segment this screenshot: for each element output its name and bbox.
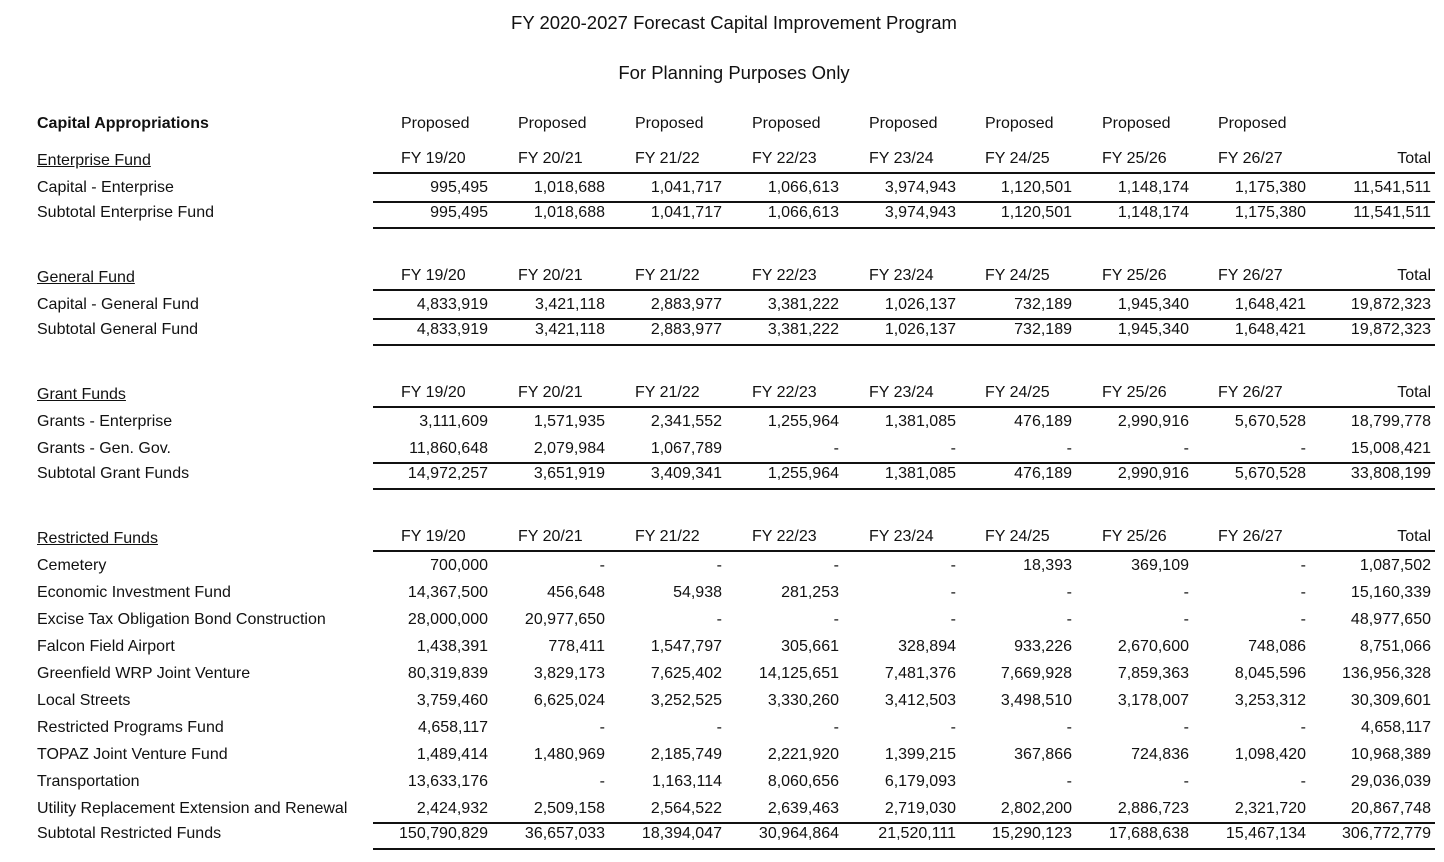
row-value: 1,163,114 [652,773,722,790]
row-value: 2,221,920 [767,746,839,763]
row-value: 2,670,600 [1117,638,1189,655]
row-value: 1,480,969 [533,746,605,763]
subtotal-value: 3,381,222 [767,321,839,338]
column-header-year: FY 20/21 [518,384,583,401]
row-value: 3,974,943 [884,179,956,196]
row-label: Capital - Enterprise [37,179,174,196]
subtotal-label: Subtotal Enterprise Fund [37,204,214,221]
proposed-column-label: Proposed [635,115,704,132]
row-value: 7,669,928 [1000,665,1072,682]
subtotal-value: 17,688,638 [1108,825,1189,842]
row-value: - [1183,584,1189,601]
row-value: 3,412,503 [884,692,956,709]
column-header-year: FY 21/22 [635,267,700,284]
row-value: - [950,584,956,601]
row-value: 3,759,460 [416,692,488,709]
column-header-year: FY 20/21 [518,528,583,545]
subtotal-bottom-rule [373,344,1435,346]
column-header-year: FY 19/20 [401,267,466,284]
subtotal-value: 2,990,916 [1117,465,1189,482]
row-value: - [1300,557,1306,574]
row-value: 305,661 [781,638,839,655]
page-subtitle: For Planning Purposes Only [618,62,850,83]
row-value: - [1066,440,1072,457]
row-value: - [1300,440,1306,457]
row-value: 1,026,137 [884,296,956,313]
row-value: 28,000,000 [407,611,488,628]
subtotal-label: Subtotal General Fund [37,321,198,338]
column-header-year: FY 25/26 [1102,384,1167,401]
row-value: 14,367,500 [407,584,488,601]
subtotal-value: 1,175,380 [1234,204,1306,221]
row-value: 20,867,748 [1350,800,1431,817]
subtotal-value: 1,381,085 [884,465,956,482]
subtotal-value: 3,974,943 [884,204,956,221]
subtotal-value: 18,394,047 [641,825,722,842]
row-label: Grants - Gen. Gov. [37,440,171,457]
proposed-column-label: Proposed [985,115,1054,132]
section-heading: Enterprise Fund [37,152,151,169]
row-value: 369,109 [1131,557,1189,574]
row-value: - [950,611,956,628]
subtotal-value: 995,495 [430,204,488,221]
subtotal-value: 36,657,033 [524,825,605,842]
column-header-year: FY 21/22 [635,528,700,545]
row-value: 2,802,200 [1000,800,1072,817]
row-value: 11,860,648 [409,440,488,457]
subtotal-label: Subtotal Grant Funds [37,465,190,482]
row-value: - [599,557,605,574]
row-value: - [1300,584,1306,601]
row-value: - [833,557,839,574]
row-value: 4,658,117 [1361,719,1431,736]
row-value: 3,252,525 [650,692,722,709]
row-value: - [833,440,839,457]
subtotal-value: 1,026,137 [884,321,956,338]
subtotal-value: 732,189 [1014,321,1072,338]
row-value: 2,424,932 [416,800,488,817]
column-header-year: FY 25/26 [1102,267,1167,284]
row-value: 3,829,173 [533,665,605,682]
section-header-rule [373,406,1435,408]
row-label: Cemetery [37,557,107,574]
row-value: 456,648 [547,584,605,601]
row-value: - [1183,440,1189,457]
row-value: 18,799,778 [1350,413,1431,430]
row-value: 700,000 [430,557,488,574]
column-header-total: Total [1397,267,1431,284]
row-value: - [1300,773,1306,790]
row-value: - [1066,611,1072,628]
row-value: 2,719,030 [884,800,956,817]
row-value: 6,179,093 [884,773,956,790]
row-value: 3,498,510 [1000,692,1072,709]
row-value: 3,178,007 [1117,692,1189,709]
subtotal-value: 1,120,501 [1000,204,1072,221]
column-header-year: FY 23/24 [869,528,934,545]
column-header-year: FY 26/27 [1218,384,1283,401]
row-value: 1,255,964 [767,413,839,430]
row-value: 2,509,158 [533,800,605,817]
row-value: 20,977,650 [524,611,605,628]
row-value: 3,111,609 [419,413,488,430]
row-label: Transportation [37,773,140,790]
row-value: 1,041,717 [650,179,722,196]
row-value: - [1183,611,1189,628]
row-value: 2,079,984 [533,440,605,457]
subtotal-value: 1,066,613 [767,204,839,221]
row-value: 1,067,789 [650,440,722,457]
subtotal-value: 2,883,977 [650,321,722,338]
column-header-year: FY 21/22 [635,150,700,167]
row-value: 1,098,420 [1234,746,1306,763]
column-header-total: Total [1397,384,1431,401]
column-header-year: FY 19/20 [401,384,466,401]
subtotal-value: 3,421,118 [535,321,605,338]
row-value: 7,625,402 [650,665,722,682]
row-value: 1,066,613 [767,179,839,196]
row-label: Economic Investment Fund [37,584,231,601]
row-value: 19,872,323 [1350,296,1431,313]
subtotal-value: 1,018,688 [533,204,605,221]
row-value: 1,175,380 [1234,179,1306,196]
row-value: 2,639,463 [767,800,839,817]
row-value: 10,968,389 [1350,746,1431,763]
column-header-year: FY 24/25 [985,384,1050,401]
row-value: - [950,557,956,574]
page-title: FY 2020-2027 Forecast Capital Improvement Program [511,12,957,33]
row-value: 2,883,977 [650,296,722,313]
row-label: Falcon Field Airport [37,638,175,655]
row-value: - [1183,773,1189,790]
row-label: Restricted Programs Fund [37,719,224,736]
row-value: 724,836 [1131,746,1189,763]
column-header-year: FY 23/24 [869,267,934,284]
column-header-year: FY 19/20 [401,150,466,167]
subtotal-value: 1,255,964 [767,465,839,482]
row-value: 4,833,919 [416,296,488,313]
row-value: 778,411 [548,638,605,655]
column-header-year: FY 25/26 [1102,528,1167,545]
proposed-column-label: Proposed [752,115,821,132]
row-value: 281,253 [781,584,839,601]
subtotal-value: 1,148,174 [1117,204,1189,221]
row-value: 7,859,363 [1117,665,1189,682]
row-value: 1,148,174 [1117,179,1189,196]
column-header-year: FY 23/24 [869,150,934,167]
row-value: 2,321,720 [1234,800,1306,817]
subtotal-value: 21,520,111 [878,825,956,842]
row-value: - [1066,584,1072,601]
column-header-year: FY 24/25 [985,150,1050,167]
row-value: - [833,611,839,628]
row-label: Grants - Enterprise [37,413,173,430]
row-value: - [1183,719,1189,736]
column-header-year: FY 22/23 [752,150,817,167]
row-value: 7,481,376 [884,665,956,682]
row-value: 2,990,916 [1117,413,1189,430]
row-value: 13,633,176 [407,773,488,790]
row-value: 995,495 [430,179,488,196]
proposed-column-label: Proposed [1218,115,1287,132]
row-value: 1,945,340 [1117,296,1189,313]
column-header-year: FY 21/22 [635,384,700,401]
row-value: 4,658,117 [418,719,488,736]
row-value: 48,977,650 [1350,611,1431,628]
row-value: - [716,719,722,736]
proposed-column-label: Proposed [401,115,470,132]
capital-appropriations-heading: Capital Appropriations [37,115,209,132]
section-heading: Grant Funds [37,386,126,403]
row-value: 6,625,024 [533,692,605,709]
row-value: 1,648,421 [1234,296,1306,313]
row-value: - [950,719,956,736]
column-header-year: FY 26/27 [1218,267,1283,284]
row-value: 54,938 [673,584,722,601]
row-value: 2,886,723 [1117,800,1189,817]
row-value: 328,894 [898,638,956,655]
row-value: 3,330,260 [767,692,839,709]
section-heading: General Fund [37,269,135,286]
row-value: 1,571,935 [533,413,605,430]
row-value: 1,438,391 [416,638,488,655]
column-header-year: FY 24/25 [985,528,1050,545]
subtotal-value: 476,189 [1014,465,1072,482]
subtotal-value: 15,290,123 [991,825,1072,842]
row-value: 1,087,502 [1359,557,1431,574]
row-value: 8,045,596 [1234,665,1306,682]
row-value: 15,160,339 [1350,584,1431,601]
row-value: 8,751,066 [1359,638,1431,655]
column-header-year: FY 26/27 [1218,150,1283,167]
row-value: 14,125,651 [758,665,839,682]
row-value: 5,670,528 [1234,413,1306,430]
section-header-rule [373,289,1435,291]
subtotal-value: 1,041,717 [650,204,722,221]
column-header-year: FY 22/23 [752,528,817,545]
section-header-rule [373,172,1435,174]
subtotal-value: 4,833,919 [416,321,488,338]
column-header-year: FY 24/25 [985,267,1050,284]
row-value: 367,866 [1014,746,1072,763]
column-header-year: FY 20/21 [518,267,583,284]
row-value: 1,120,501 [1000,179,1072,196]
row-value: 3,253,312 [1234,692,1306,709]
row-value: 1,489,414 [416,746,488,763]
row-value: 29,036,039 [1350,773,1431,790]
row-value: - [1300,719,1306,736]
proposed-column-label: Proposed [869,115,938,132]
row-value: 136,956,328 [1342,665,1431,682]
subtotal-value: 14,972,257 [407,465,488,482]
subtotal-value: 5,670,528 [1234,465,1306,482]
proposed-column-label: Proposed [518,115,587,132]
row-value: - [716,611,722,628]
subtotal-value: 306,772,779 [1342,825,1431,842]
row-value: 933,226 [1014,638,1072,655]
row-value: 15,008,421 [1350,440,1431,457]
subtotal-bottom-rule [373,488,1435,490]
column-header-year: FY 23/24 [869,384,934,401]
section-header-rule [373,550,1435,552]
column-header-year: FY 22/23 [752,267,817,284]
row-value: 30,309,601 [1350,692,1431,709]
row-value: 3,381,222 [767,296,839,313]
column-header-total: Total [1397,150,1431,167]
proposed-column-label: Proposed [1102,115,1171,132]
column-header-year: FY 20/21 [518,150,583,167]
subtotal-value: 1,945,340 [1117,321,1189,338]
row-value: 18,393 [1023,557,1072,574]
row-value: 2,341,552 [650,413,722,430]
row-value: 3,421,118 [535,296,605,313]
subtotal-value: 33,808,199 [1350,465,1431,482]
subtotal-bottom-rule [373,848,1435,850]
subtotal-value: 15,467,134 [1225,825,1306,842]
row-value: - [950,440,956,457]
row-value: 1,547,797 [650,638,722,655]
row-label: Greenfield WRP Joint Venture [37,665,251,682]
subtotal-label: Subtotal Restricted Funds [37,825,222,842]
subtotal-value: 19,872,323 [1350,321,1431,338]
section-heading: Restricted Funds [37,530,158,547]
row-value: 732,189 [1014,296,1072,313]
subtotal-value: 3,409,341 [650,465,722,482]
row-value: 1,381,085 [884,413,956,430]
row-value: - [833,719,839,736]
subtotal-value: 30,964,864 [758,825,839,842]
subtotal-bottom-rule [373,227,1435,229]
subtotal-value: 3,651,919 [533,465,605,482]
row-value: 1,399,215 [884,746,956,763]
row-value: - [1300,611,1306,628]
row-value: 8,060,656 [767,773,839,790]
row-value: 748,086 [1248,638,1306,655]
row-label: Capital - General Fund [37,296,199,313]
subtotal-value: 11,541,511 [1353,204,1431,221]
row-label: Excise Tax Obligation Bond Construction [37,611,326,628]
row-value: - [1066,773,1072,790]
column-header-year: FY 26/27 [1218,528,1283,545]
row-value: 1,018,688 [533,179,605,196]
row-value: - [1066,719,1072,736]
row-value: - [599,719,605,736]
row-value: 11,541,511 [1353,179,1431,196]
subtotal-value: 1,648,421 [1234,321,1306,338]
row-value: - [599,773,605,790]
column-header-year: FY 25/26 [1102,150,1167,167]
row-label: Utility Replacement Extension and Renewal [37,800,348,817]
row-label: Local Streets [37,692,131,709]
row-label: TOPAZ Joint Venture Fund [37,746,228,763]
row-value: 2,564,522 [650,800,722,817]
column-header-year: FY 22/23 [752,384,817,401]
row-value: 476,189 [1014,413,1072,430]
row-value: 80,319,839 [407,665,488,682]
column-header-total: Total [1397,528,1431,545]
row-value: 2,185,749 [650,746,722,763]
column-header-year: FY 19/20 [401,528,466,545]
row-value: - [716,557,722,574]
subtotal-value: 150,790,829 [399,825,488,842]
